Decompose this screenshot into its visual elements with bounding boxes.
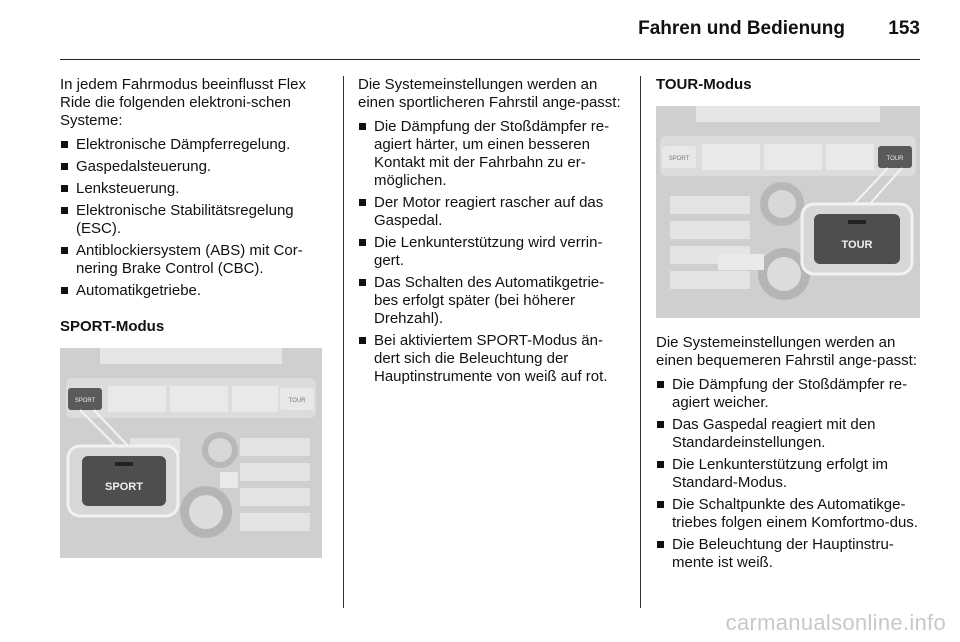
- list-item: Die Lenkunterstützung erfolgt im Standard-Modus.: [656, 456, 926, 492]
- col3-intro: Die Systemeinstellungen werden an einen bequemeren Fahrstil ange-passt:: [656, 334, 917, 369]
- footer-watermark: carmanualsonline.info: [725, 610, 946, 635]
- header-title: Fahren und Bedienung: [638, 18, 845, 39]
- list-item: Lenksteuerung.: [60, 180, 330, 198]
- list-item: Die Dämpfung der Stoßdämpfer re-agiert härter, um einen besseren Kontakt mit der Fahrbahn zu er-möglichen.: [358, 118, 626, 190]
- list-item: Gaspedalsteuerung.: [60, 158, 330, 176]
- column-divider: [640, 76, 641, 608]
- col2-list: [358, 118, 626, 386]
- header-rule: [60, 59, 920, 60]
- tour-button-small-label: TOUR: [886, 156, 904, 162]
- list-item: Die Schaltpunkte des Automatikge-triebes folgen einem Komfortmo-dus.: [656, 496, 926, 532]
- col3-list: [656, 376, 926, 572]
- col1-list: [60, 136, 330, 300]
- page-number: 153: [888, 18, 920, 39]
- col2-intro: Die Systemeinstellungen werden an einen sportlicheren Fahrstil ange-passt:: [358, 76, 621, 111]
- sport-button-small-label: SPORT: [668, 156, 690, 162]
- list-item: Elektronische Dämpferregelung.: [60, 136, 330, 154]
- list-item: Antiblockiersystem (ABS) mit Cor-nering Brake Control (CBC).: [60, 242, 330, 278]
- sport-button-small-label: SPORT: [74, 398, 96, 404]
- column-divider: [343, 76, 344, 608]
- list-item: Das Gaspedal reagiert mit den Standardeinstellungen.: [656, 416, 926, 452]
- tour-heading: TOUR-Modus: [656, 76, 752, 93]
- column-1: [60, 76, 330, 568]
- sport-console-photo: [60, 348, 322, 558]
- page-header: [0, 0, 960, 62]
- list-item: Bei aktiviertem SPORT-Modus än-dert sich die Beleuchtung der Hauptinstrumente von weiß auf rot.: [358, 332, 626, 386]
- list-item: Der Motor reagiert rascher auf das Gaspedal.: [358, 194, 626, 230]
- sport-button-zoom-label: SPORT: [105, 481, 143, 493]
- list-item: Das Schalten des Automatikgetrie-bes erfolgt später (bei höherer Drehzahl).: [358, 274, 626, 328]
- list-item: Die Lenkunterstützung wird verrin-gert.: [358, 234, 626, 270]
- tour-console-photo: [656, 106, 920, 318]
- tour-button-zoom-label: TOUR: [841, 239, 873, 251]
- col1-intro: In jedem Fahrmodus beeinflusst Flex Ride die folgenden elektroni-schen Systeme:: [60, 76, 306, 129]
- column-3: [656, 76, 926, 576]
- sport-heading: SPORT-Modus: [60, 318, 165, 335]
- column-2: [358, 76, 626, 390]
- list-item: Automatikgetriebe.: [60, 282, 330, 300]
- list-item: Die Beleuchtung der Hauptinstru-mente ist weiß.: [656, 536, 926, 572]
- tour-button-small-label: TOUR: [288, 398, 306, 404]
- list-item: Elektronische Stabilitätsregelung (ESC).: [60, 202, 330, 238]
- list-item: Die Dämpfung der Stoßdämpfer re-agiert weicher.: [656, 376, 926, 412]
